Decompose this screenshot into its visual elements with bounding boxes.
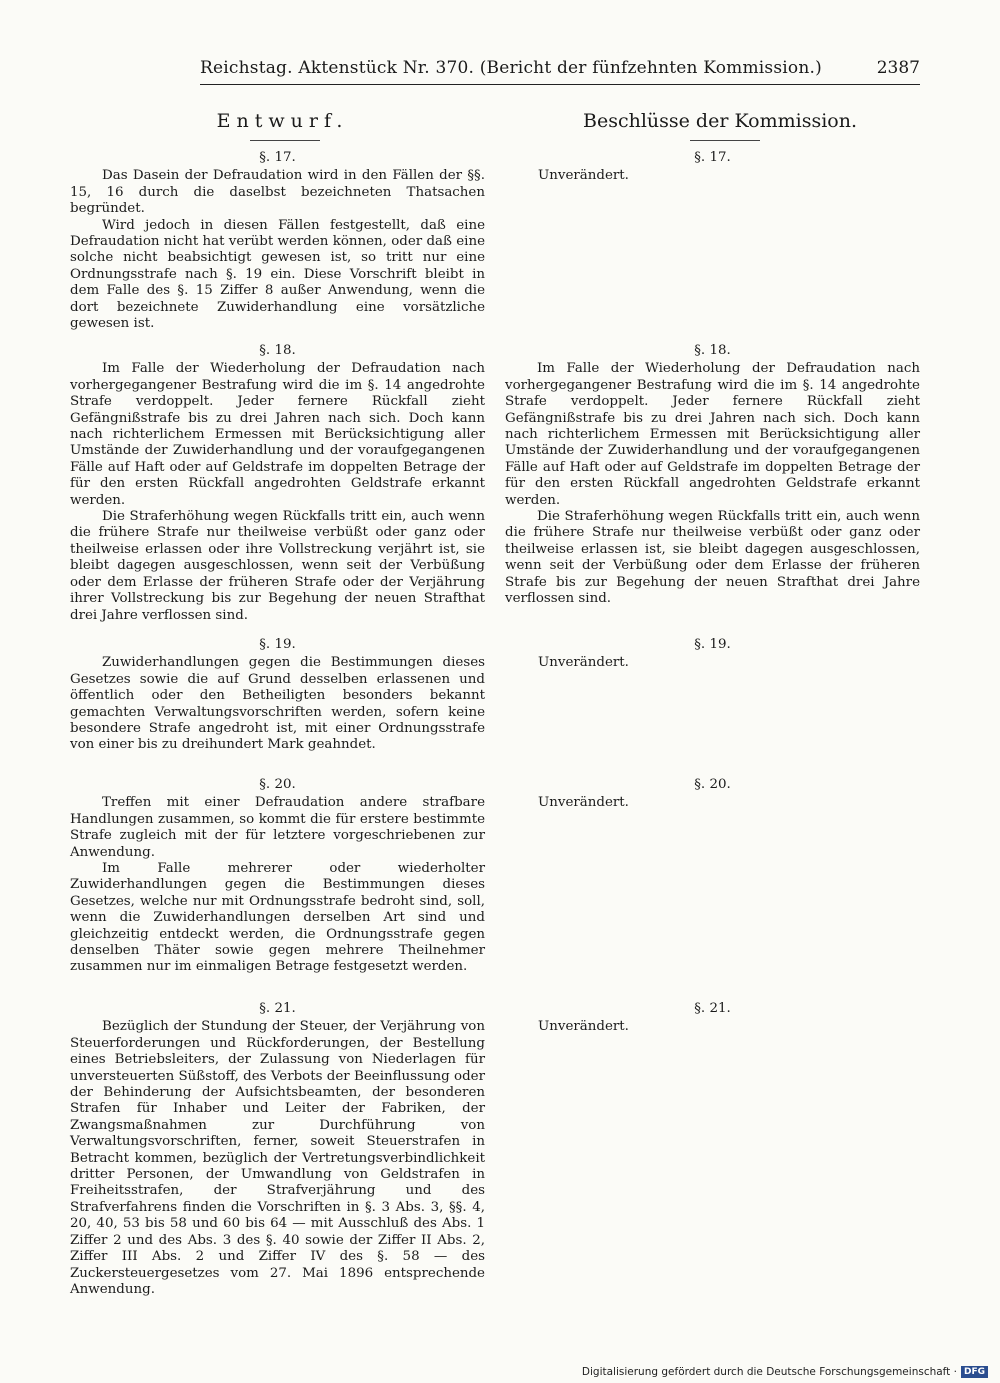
paragraph: Treffen mit einer Defraudation andere strafbare Handlungen zusammen, so kommt die für erstere bestimmte Strafe zugleich mit der für letztere vorgeschriebenen zur Anwendung. <box>70 795 485 860</box>
paragraph: Zuwiderhandlungen gegen die Bestimmungen dieses Gesetzes sowie die auf Grund desselben erlassenen und öffentlich oder den Betheiligten besonders bekannt gemachten Verwaltungsvorschriften werden, sofern keine besondere Strafe angedroht ist, mit einer Ordnungsstrafe von einer bis zu dreihundert Mark geahndet. <box>70 655 485 753</box>
right-column-heading: Beschlüsse der Kommission. <box>583 110 857 132</box>
left-heading-rule <box>250 140 320 141</box>
page-number: 2387 <box>876 58 920 78</box>
left-section-17 <box>70 150 485 332</box>
running-header <box>200 58 920 84</box>
unchanged-note: Unverändert. <box>538 168 629 184</box>
right-section-19 <box>505 637 920 672</box>
left-column-heading: Entwurf. <box>216 110 349 132</box>
left-section-20 <box>70 777 485 976</box>
unchanged-note: Unverändert. <box>538 655 629 671</box>
section-title: §. 18. <box>259 343 296 358</box>
right-heading-rule <box>690 140 760 141</box>
right-section-20 <box>505 777 920 812</box>
section-title: §. 21. <box>694 1001 731 1016</box>
paragraph: Die Straferhöhung wegen Rückfalls tritt ein, auch wenn die frühere Strafe nur theilweise verbüßt oder ganz oder theilweise erlassen oder ihre Vollstreckung verjährt ist, sie bleibt dagegen ausgeschlossen, wenn seit der Verbüßung oder dem Erlasse der früheren Strafe oder der Verjährung ihrer Vollstreckung bis zur Begehung der neuen Strafthat drei Jahre verflossen sind. <box>70 509 485 623</box>
section-title: §. 17. <box>259 150 296 165</box>
right-section-21 <box>505 1001 920 1036</box>
header-rule <box>200 84 920 85</box>
dfg-logo-icon: DFG <box>961 1366 988 1378</box>
section-title: §. 19. <box>259 637 296 652</box>
left-section-21 <box>70 1001 485 1298</box>
digitization-footer <box>582 1366 988 1378</box>
section-title: §. 21. <box>259 1001 296 1016</box>
section-title: §. 18. <box>694 343 731 358</box>
paragraph: Das Dasein der Defraudation wird in den Fällen der §§. 15, 16 durch die daselbst bezeichneten Thatsachen begründet. <box>70 168 485 217</box>
unchanged-note: Unverändert. <box>538 795 629 811</box>
running-title: Reichstag. Aktenstück Nr. 370. (Bericht der fünfzehnten Kommission.) <box>200 58 822 78</box>
left-section-18 <box>70 343 485 624</box>
left-section-19 <box>70 637 485 754</box>
right-section-18 <box>505 343 920 608</box>
paragraph: Die Straferhöhung wegen Rückfalls tritt ein, auch wenn die frühere Strafe nur theilweise verbüßt oder ganz oder theilweise erlassen ist, sie bleibt dagegen ausgeschlossen, wenn seit der Verbüßung oder dem Erlasse der früheren Strafe bis zur Begehung der neuen Strafthat drei Jahre verflossen sind. <box>505 509 920 607</box>
section-title: §. 17. <box>694 150 731 165</box>
section-title: §. 20. <box>694 777 731 792</box>
section-title: §. 20. <box>259 777 296 792</box>
paragraph: Wird jedoch in diesen Fällen festgestellt, daß eine Defraudation nicht hat verübt werden können, oder daß eine solche nicht beabsichtigt gewesen ist, so tritt nur eine Ordnungsstrafe nach §. 19 ein. Diese Vorschrift bleibt in dem Falle des §. 15 Ziffer 8 außer Anwendung, wenn die dort bezeichnete Zuwiderhandlung eine vorsätzliche gewesen ist. <box>70 217 485 332</box>
right-section-17 <box>505 150 920 185</box>
paragraph: Im Falle mehrerer oder wiederholter Zuwiderhandlungen gegen die Bestimmungen dieses Gesetzes, welche nur mit Ordnungsstrafe bedroht sind, soll, wenn die Zuwiderhandlungen derselben Art sind und gleichzeitig entdeckt werden, die Ordnungsstrafe gegen denselben Thäter sowie gegen mehrere Theilnehmer zusammen nur im einmaligen Betrage festgesetzt werden. <box>70 861 485 975</box>
paragraph: Bezüglich der Stundung der Steuer, der Verjährung von Steuerforderungen und Rückforderungen, der Bestellung eines Betriebsleiters, der Zulassung von Niederlagen für unversteuerten Süßstoff, des Verbots der Beeinflussung oder der Behinderung der Aufsichtsbeamten, der besonderen Strafen für Inhaber und Leiter der Fabriken, der Zwangsmaßnahmen zur Durchführung von Verwaltungsvorschriften, ferner, soweit Steuerstrafen in Betracht kommen, bezüglich der Vertretungsverbindlichkeit dritter Personen, der Umwandlung von Geldstrafen in Freiheitsstrafen, der Strafverjährung und des Strafverfahrens finden die Vorschriften in §. 3 Abs. 3, §§. 4, 20, 40, 53 bis 58 und 60 bis 64 — mit Ausschluß des Abs. 1 Ziffer 2 und des Abs. 3 des §. 40 sowie der Ziffer II Abs. 2, Ziffer III Abs. 2 und Ziffer IV des §. 58 — des Zuckersteuergesetzes vom 27. Mai 1896 entsprechende Anwendung. <box>70 1019 485 1297</box>
unchanged-note: Unverändert. <box>538 1019 629 1035</box>
footer-text: Digitalisierung gefördert durch die Deutsche Forschungsgemeinschaft · <box>581 1366 957 1378</box>
section-title: §. 19. <box>694 637 731 652</box>
paragraph: Im Falle der Wiederholung der Defraudation nach vorhergegangener Bestrafung wird die im §. 14 angedrohte Strafe verdoppelt. Jeder fernere Rückfall zieht Gefängnißstrafe bis zu drei Jahren nach sich. Doch kann nach richterlichem Ermessen mit Berücksichtigung aller Umstände der Zuwiderhandlung und der voraufgegangenen Fälle auf Haft oder auf Geldstrafe im doppelten Betrage der für den ersten Rückfall angedrohten Geldstrafe erkannt werden. <box>505 361 920 508</box>
paragraph: Im Falle der Wiederholung der Defraudation nach vorhergegangener Bestrafung wird die im §. 14 angedrohte Strafe verdoppelt. Jeder fernere Rückfall zieht Gefängnißstrafe bis zu drei Jahren nach sich. Doch kann nach richterlichem Ermessen mit Berücksichtigung aller Umstände der Zuwiderhandlung und der voraufgegangenen Fälle auf Haft oder auf Geldstrafe im doppelten Betrage der für den ersten Rückfall angedrohten Geldstrafe erkannt werden. <box>70 361 485 508</box>
